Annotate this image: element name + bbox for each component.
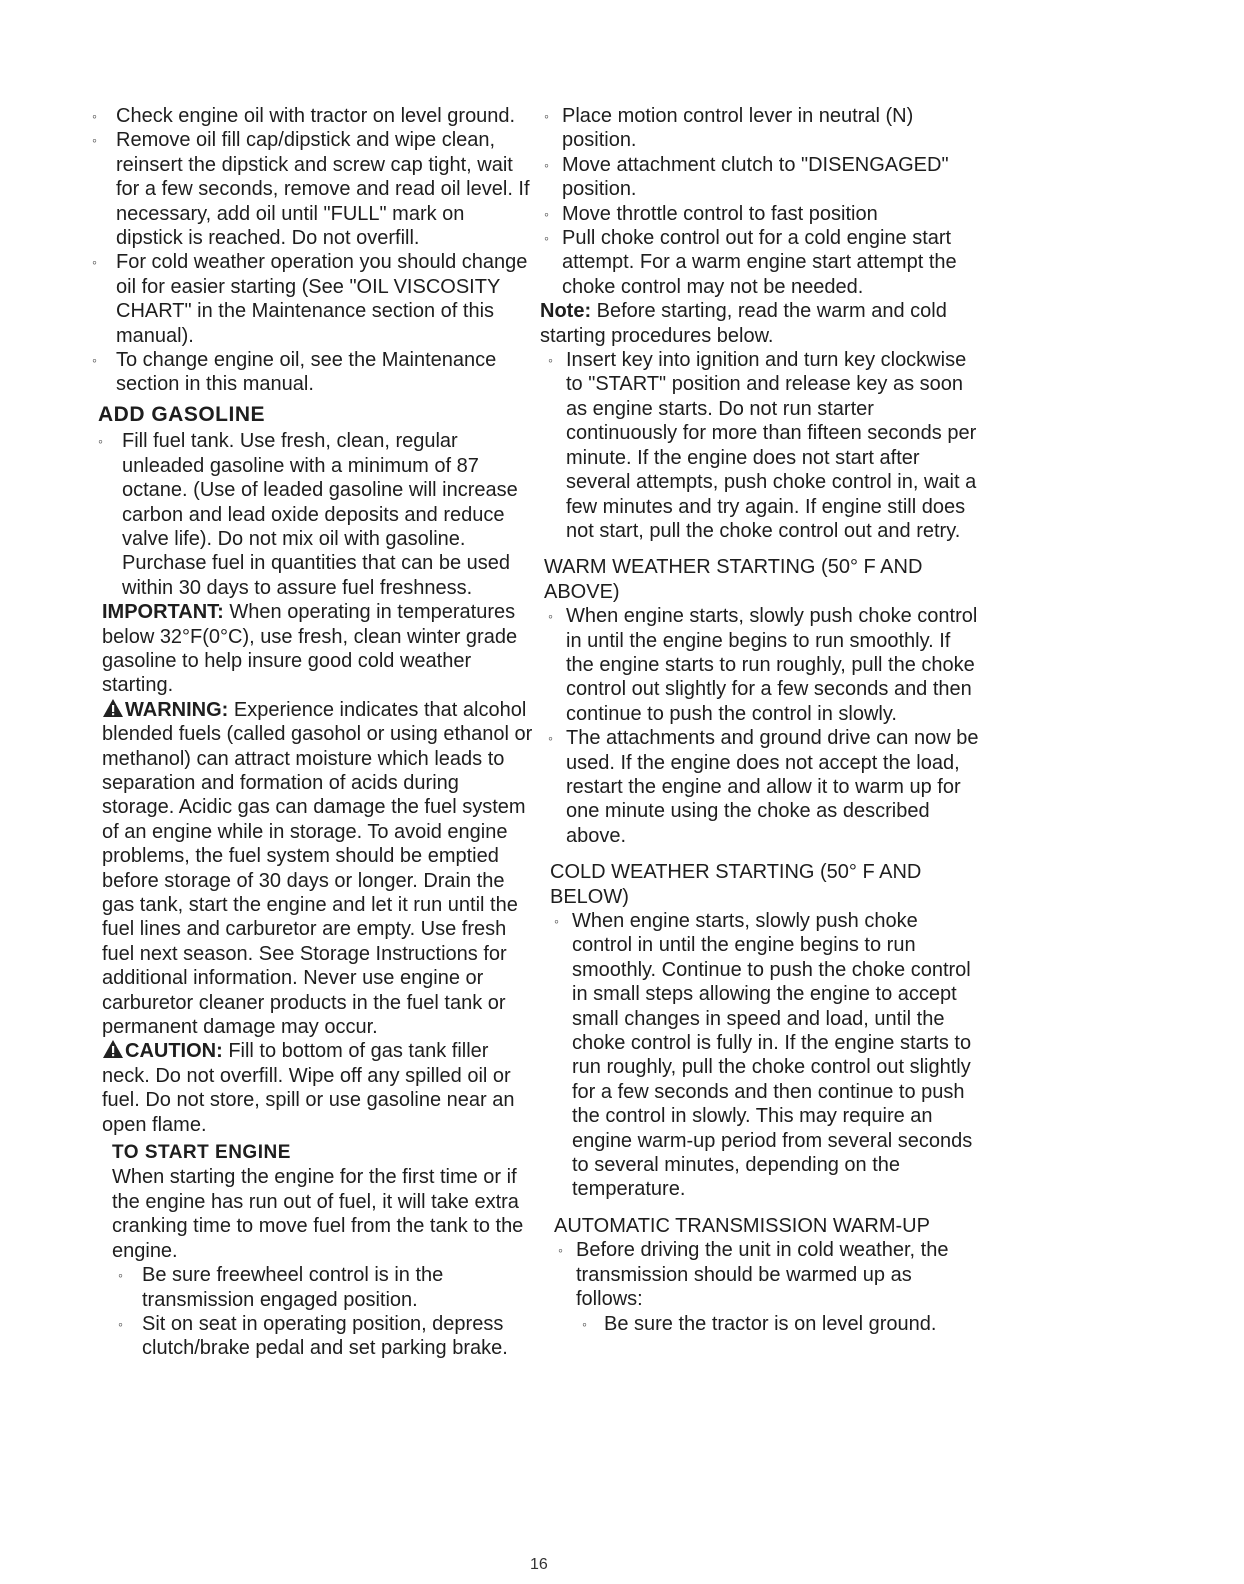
list-item: ◦ When engine starts, slowly push choke control in until the engine begins to run smoothly. If the engine starts to run roughly, pull the choke control out slightly for a few seconds and then continue to push the control in slowly. (544, 604, 980, 726)
left-column (88, 104, 534, 1361)
list-item: ◦ Be sure the tractor is on level ground. (578, 1312, 980, 1336)
start-engine-heading: TO START ENGINE (112, 1142, 291, 1164)
list-item: ◦ Insert key into ignition and turn key clockwise to "START" position and release key as soon as engine starts. Do not run starter continuously for more than fifteen seconds per minute. If the engine does not start after several attempts, push choke control in, wait a few minutes and try again. If engine still does not start, pull the choke control out and retry. (544, 348, 980, 543)
cold-weather-heading: COLD WEATHER STARTING (50° F AND BELOW) (550, 861, 922, 908)
list-item: ◦ Before driving the unit in cold weather, the transmission should be warmed up as follows: (554, 1238, 980, 1311)
note-text: Before starting, read the warm and cold starting procedures below. (540, 300, 947, 347)
list-item: ◦ Sit on seat in operating position, depress clutch/brake pedal and set parking brake. (114, 1312, 534, 1361)
important-text: When operating in temperatures below 32°F(0°C), use fresh, clean winter grade gasoline to help insure good cold weather starting. (102, 601, 518, 697)
list-item: ◦ Be sure freewheel control is in the transmission engaged position. (114, 1263, 534, 1312)
right-column (540, 104, 980, 1336)
important-note (102, 600, 534, 698)
list-item: ◦ Fill fuel tank. Use fresh, clean, regular unleaded gasoline with a minimum of 87 octane. (Use of leaded gasoline will increase carbon and lead oxide deposits and reduce valve life). Do not mix oil with gasoline. Purchase fuel in quantities that can be used within 30 days to assure fuel freshness. (94, 429, 534, 600)
list-item: ◦ To change engine oil, see the Maintenance section in this manual. (88, 348, 534, 397)
list-item: ◦ Move throttle control to fast position (540, 202, 980, 226)
warning-text: Experience indicates that alcohol blended fuels (called gasohol or using ethanol or methanol) can attract moisture which leads to separation and formation of acids during storage. Acidic gas can damage the fuel system of an engine while in storage. To avoid engine problems, the fuel system should be emptied before storage of 30 days or longer. Drain the gas tank, start the engine and let it run until the fuel lines and carburetor are empty. Use fresh fuel next season. See Storage Instructions for additional information. Never use engine or carburetor cleaner products in the fuel tank or permanent damage may occur. (102, 698, 533, 1039)
list-item: ◦ When engine starts, slowly push choke control in until the engine begins to run smoothly. Continue to push the choke control in small steps allowing the engine to accept small changes in speed and load, until the choke control is fully in. If the engine starts to run roughly, pull the choke control out slightly for a few seconds and then continue to push the control in slowly. This may require an engine warm-up period from several seconds to several minutes, depending on the temperature. (550, 909, 980, 1202)
warning-label: WARNING: (125, 698, 229, 721)
caution-triangle-icon (102, 1039, 124, 1059)
add-gasoline-list (88, 429, 534, 600)
caution-text: Fill to bottom of gas tank filler neck. Do not overfill. Wipe off any spilled oil or fuel. Do not store, spill or use gasoline near an open flame. (102, 1040, 515, 1136)
pre-start-list (540, 104, 980, 299)
important-label: IMPORTANT: (102, 601, 224, 624)
start-engine-list (114, 1263, 534, 1361)
caution-label: CAUTION: (125, 1040, 223, 1063)
transmission-warmup-heading: AUTOMATIC TRANSMISSION WARM-UP (554, 1214, 930, 1237)
warning-note (102, 698, 534, 1040)
insert-key-list (544, 348, 980, 543)
list-item: ◦ Remove oil fill cap/dipstick and wipe clean, reinsert the dipstick and screw cap tight, wait for a few seconds, remove and read oil level. If necessary, add oil until "FULL" mark on dipstick is reached. Do not overfill. (88, 128, 534, 250)
warning-triangle-icon (102, 698, 124, 718)
caution-note (102, 1039, 534, 1137)
add-gasoline-heading: ADD GASOLINE (98, 402, 266, 426)
list-item: ◦ Check engine oil with tractor on level ground. (88, 104, 534, 128)
oil-check-list (88, 104, 534, 397)
list-item: ◦ For cold weather operation you should change oil for easier starting (See "OIL VISCOSITY CHART" in the Maintenance section of this manual). (88, 250, 534, 348)
warm-weather-list (544, 604, 980, 848)
note-label: Note: (540, 300, 592, 323)
list-item: ◦ Place motion control lever in neutral (N) position. (540, 104, 980, 153)
start-engine-text: When starting the engine for the first time or if the engine has run out of fuel, it will take extra cranking time to move fuel from the tank to the engine. (112, 1166, 524, 1262)
list-item: ◦ The attachments and ground drive can now be used. If the engine does not accept the load, restart the engine and allow it to warm up for one minute using the choke as described above. (544, 726, 980, 848)
transmission-warmup-list (554, 1238, 980, 1336)
list-item: ◦ Pull choke control out for a cold engine start attempt. For a warm engine start attempt the choke control may not be needed. (540, 226, 980, 299)
warm-weather-heading: WARM WEATHER STARTING (50° F AND ABOVE) (544, 556, 923, 603)
list-item: ◦ Move attachment clutch to "DISENGAGED" position. (540, 153, 980, 202)
note-paragraph (540, 299, 980, 348)
cold-weather-list (550, 909, 980, 1202)
page-number: 16 (530, 1556, 548, 1573)
